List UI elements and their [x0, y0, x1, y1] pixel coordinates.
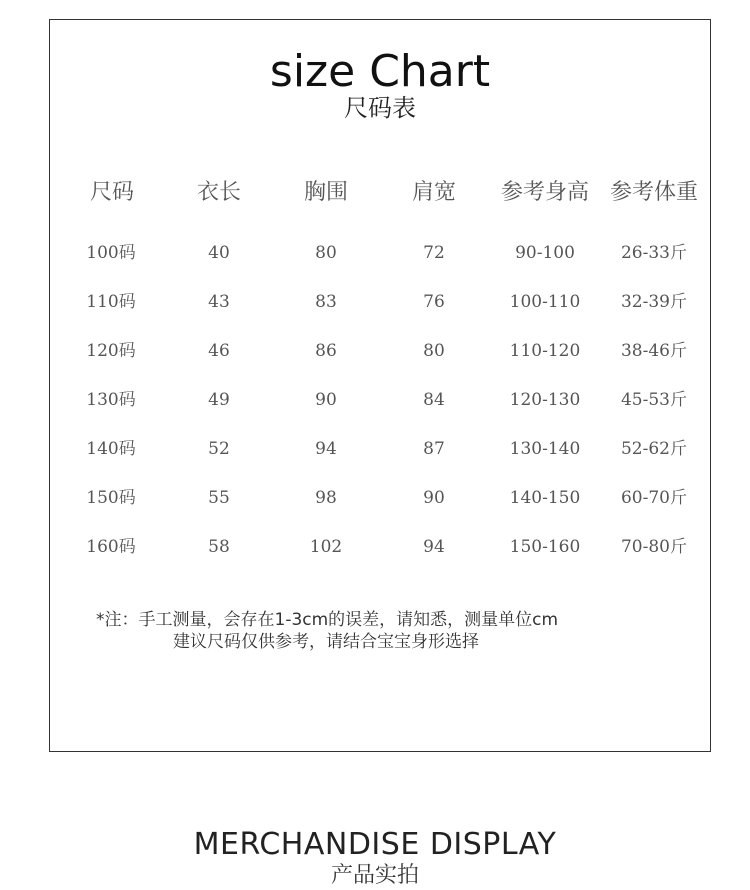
cell-size: 150码: [86, 488, 136, 508]
section-title: MERCHANDISE DISPLAY: [193, 827, 557, 862]
cell-height: 130-140: [509, 439, 581, 459]
cell-weight: 70-80斤: [620, 537, 687, 557]
measurement-note: *注：手工测量，会存在1-3cm的误差，请知悉，测量单位cm: [96, 610, 559, 630]
cell-height: 140-150: [509, 488, 581, 508]
cell-length: 55: [208, 488, 230, 508]
header-shoulder: 肩宽: [411, 180, 456, 205]
page-title: size Chart: [269, 46, 491, 97]
size-chart-card: [49, 19, 711, 752]
cell-chest: 90: [315, 390, 337, 410]
table-row: [50, 377, 710, 426]
cell-height: 120-130: [509, 390, 581, 410]
header-chest: 胸围: [303, 180, 348, 205]
cell-length: 46: [208, 341, 230, 361]
cell-length: 58: [208, 537, 230, 557]
table-row: [50, 279, 710, 328]
cell-weight: 60-70斤: [620, 488, 687, 508]
cell-length: 52: [208, 439, 230, 459]
cell-height: 110-120: [509, 341, 581, 361]
table-row: [50, 426, 710, 475]
size-table: [50, 170, 710, 573]
header-weight: 参考体重: [609, 180, 698, 205]
cell-height: 150-160: [509, 537, 581, 557]
cell-shoulder: 90: [423, 488, 445, 508]
section-subtitle: 产品实拍: [330, 863, 419, 888]
cell-shoulder: 84: [423, 390, 445, 410]
header-size: 尺码: [89, 180, 134, 205]
table-row: [50, 475, 710, 524]
cell-shoulder: 76: [423, 292, 445, 312]
page-subtitle: 尺码表: [344, 94, 416, 122]
table-row: [50, 524, 710, 573]
cell-height: 100-110: [509, 292, 581, 312]
cell-chest: 98: [315, 488, 337, 508]
table-row: [50, 328, 710, 377]
cell-shoulder: 87: [423, 439, 445, 459]
cell-size: 160码: [86, 537, 136, 557]
cell-size: 110码: [86, 292, 136, 312]
cell-chest: 94: [315, 439, 337, 459]
cell-length: 49: [208, 390, 230, 410]
cell-size: 140码: [86, 439, 136, 459]
cell-weight: 26-33斤: [620, 243, 687, 263]
cell-size: 100码: [86, 243, 136, 263]
cell-size: 130码: [86, 390, 136, 410]
header-height: 参考身高: [500, 180, 589, 205]
cell-length: 40: [208, 243, 230, 263]
cell-length: 43: [208, 292, 230, 312]
cell-chest: 102: [309, 537, 343, 557]
cell-shoulder: 72: [423, 243, 445, 263]
cell-chest: 86: [315, 341, 337, 361]
table-header-row: [50, 170, 710, 230]
cell-height: 90-100: [515, 243, 575, 263]
cell-shoulder: 80: [423, 341, 445, 361]
cell-weight: 32-39斤: [620, 292, 687, 312]
cell-weight: 45-53斤: [620, 390, 687, 410]
cell-weight: 52-62斤: [620, 439, 687, 459]
cell-size: 120码: [86, 341, 136, 361]
cell-chest: 80: [315, 243, 337, 263]
table-row: [50, 230, 710, 279]
header-length: 衣长: [196, 180, 241, 205]
cell-weight: 38-46斤: [620, 341, 687, 361]
cell-shoulder: 94: [423, 537, 445, 557]
size-advice-note: 建议尺码仅供参考，请结合宝宝身形选择: [173, 632, 479, 652]
cell-chest: 83: [315, 292, 337, 312]
